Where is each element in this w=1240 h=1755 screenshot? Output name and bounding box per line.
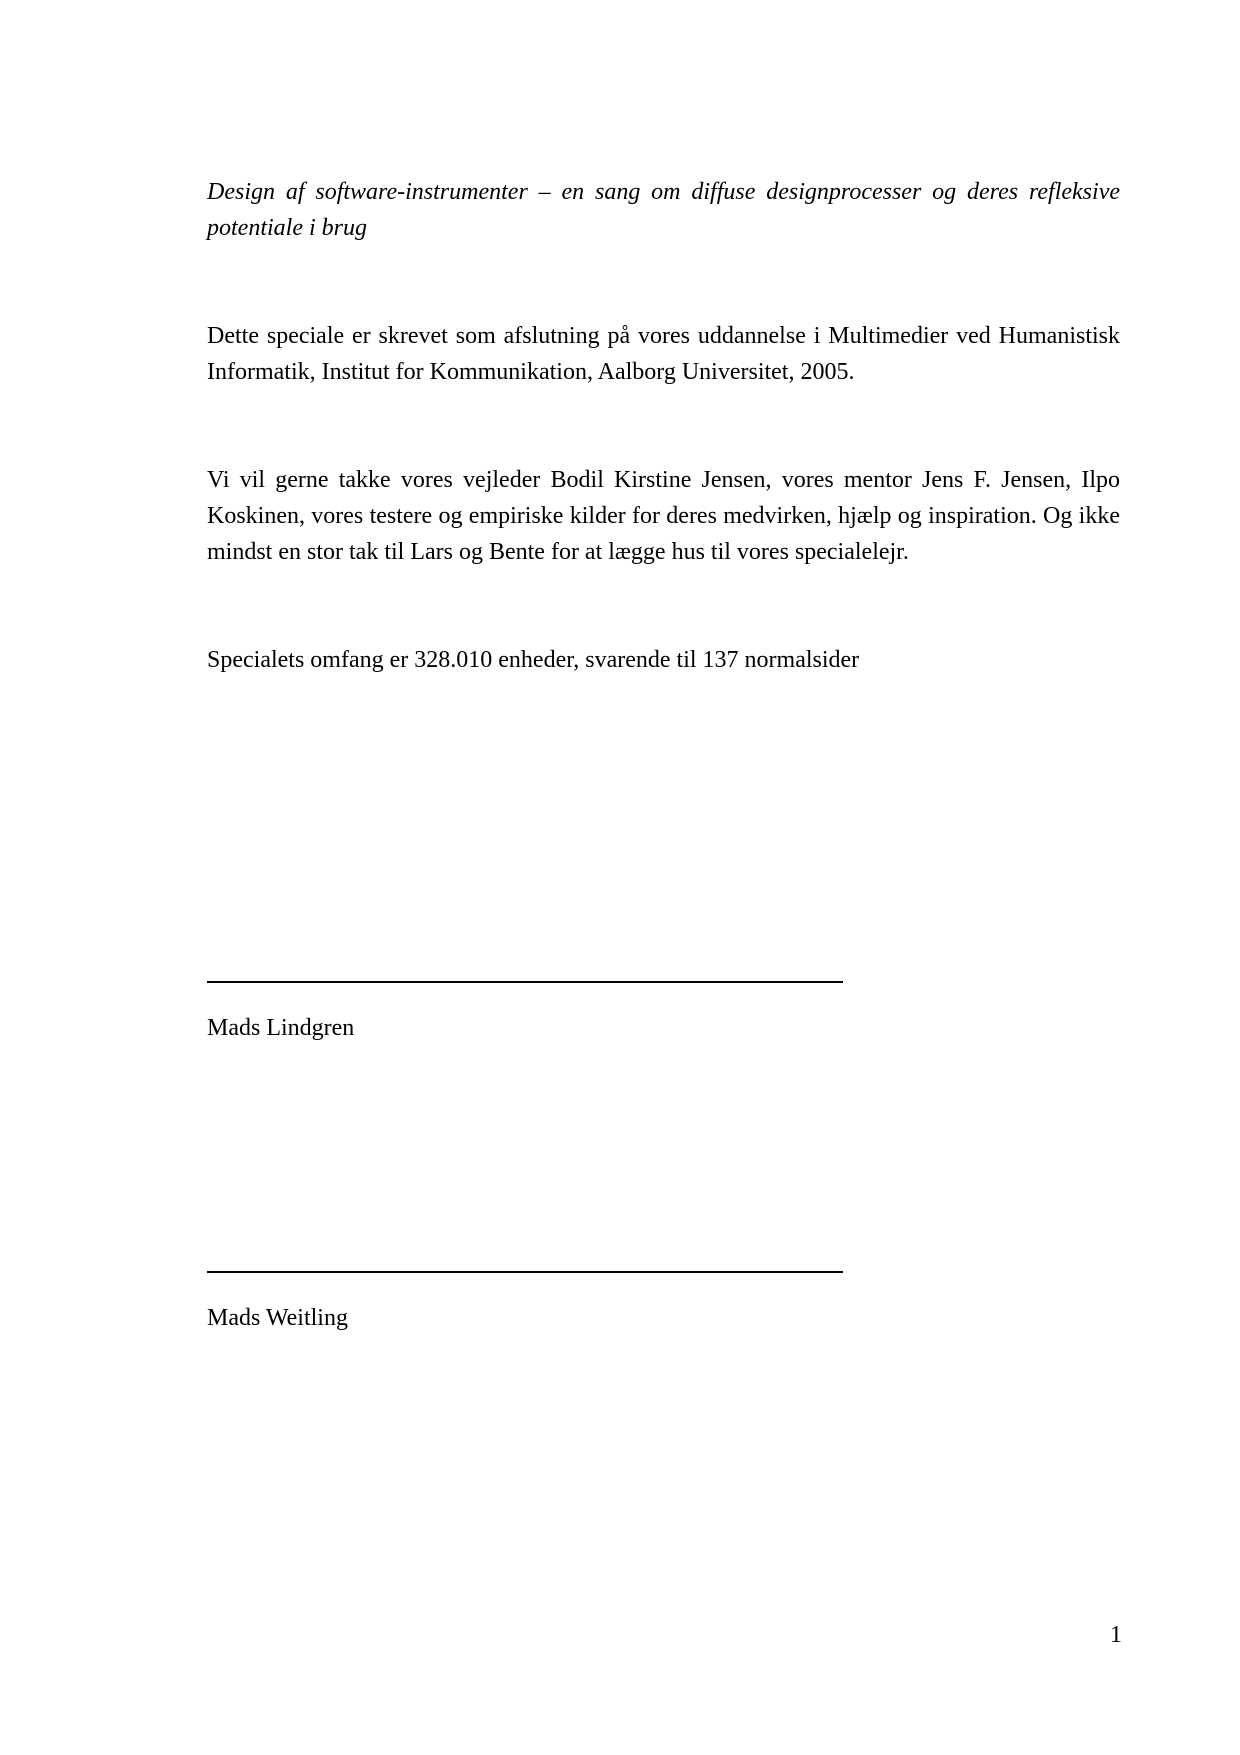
signature-block: [207, 911, 843, 1046]
signature-line: [207, 1201, 843, 1273]
signature-name: Mads Lindgren: [207, 1015, 355, 1041]
paragraph-thesis-info: Dette speciale er skrevet som afslutning på vores uddannelse i Multimedier ved Humanistisk Informatik, Institut for Kommunikation, Aalborg Universitet, 2005.: [207, 323, 1120, 385]
paragraph-extent: Specialets omfang er 328.010 enheder, svarende til 137 normalsider: [207, 647, 860, 673]
paragraph-acknowledgements: Vi vil gerne takke vores vejleder Bodil Kirstine Jensen, vores mentor Jens F. Jensen, Ilpo Koskinen, vores testere og empiriske kilder for deres medvirken, hjælp og inspiration. Og ikke mindst en stor tak til Lars og Bente for at lægge hus til vores specialelejr.: [207, 467, 1120, 565]
signature-name: Mads Weitling: [207, 1305, 348, 1331]
thesis-title: Design af software-instrumenter – en sang om diffuse designprocesser og deres refleksive potentiale i brug: [207, 179, 1120, 241]
page-number: 1: [1110, 1622, 1122, 1648]
page-content: [207, 174, 1120, 750]
signature-block: [207, 1201, 843, 1336]
signature-line: [207, 911, 843, 983]
